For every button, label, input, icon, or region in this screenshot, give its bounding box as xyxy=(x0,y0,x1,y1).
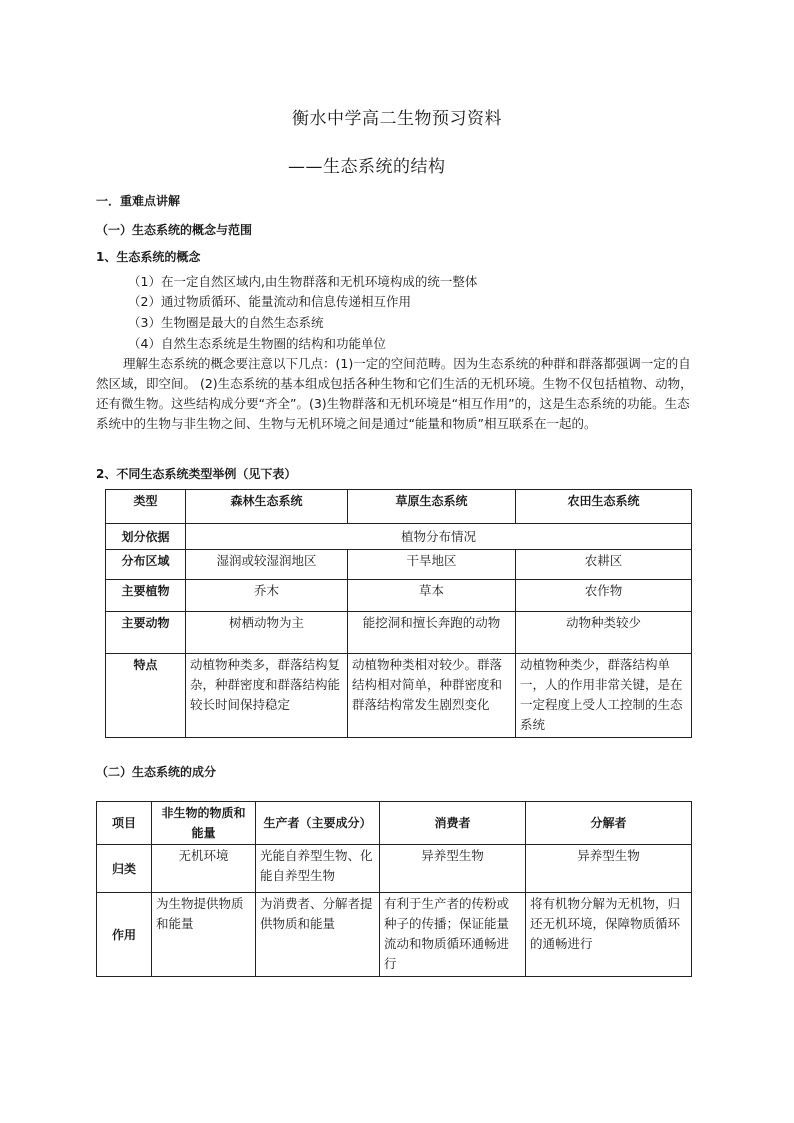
table-cell: 树栖动物为主 xyxy=(186,612,348,654)
table-cell: 异养型生物 xyxy=(380,845,526,893)
subsection-heading-2: （二）生态系统的成分 xyxy=(96,765,217,779)
table-header: 消费者 xyxy=(380,802,526,845)
table-cell: 动物种类较少 xyxy=(516,612,692,654)
table-cell: 光能自养型生物、化能自养型生物 xyxy=(256,845,380,893)
table-header: 森林生态系统 xyxy=(186,490,348,524)
table-cell: 动植物种类多，群落结构复杂，种群密度和群落结构能较长时间保持稳定 xyxy=(186,654,348,738)
table-cell: 乔木 xyxy=(186,580,348,612)
table-header: 非生物的物质和能量 xyxy=(152,802,256,845)
row-label: 划分依据 xyxy=(106,524,186,550)
table-header: 农田生态系统 xyxy=(516,490,692,524)
table-cell: 湿润或较湿润地区 xyxy=(186,550,348,580)
explanation-paragraph: 理解生态系统的概念要注意以下几点：(1)一定的空间范畴。因为生态系统的种群和群落都强调一定的自然区域，即空间。 (2)生态系统的基本组成包括各种生物和它们生活的无机环境。生物不仅包括植物、动物，还有微生物。这些结构成分要“齐全”。(3)生物群落和无机环境是“相互作用”的，这是生态系统的功能。生态系统中的生物与非生物之间、生物与无机环境之间是通过“能量和物质”相互联系在一起的。 xyxy=(96,356,693,431)
table-header: 项目 xyxy=(97,802,152,845)
table-cell: 为生物提供物质和能量 xyxy=(152,893,256,977)
list-item: （3）生物圈是最大的自然生态系统 xyxy=(128,315,324,330)
table-cell: 草本 xyxy=(348,580,516,612)
row-label: 主要植物 xyxy=(106,580,186,612)
table-cell: 能挖洞和擅长奔跑的动物 xyxy=(348,612,516,654)
table-cell: 干旱地区 xyxy=(348,550,516,580)
table-cell: 有利于生产者的传粉或种子的传播；保证能量流动和物质循环通畅进行 xyxy=(380,893,526,977)
subsection-heading-1: （一）生态系统的概念与范围 xyxy=(96,223,253,237)
row-label: 归类 xyxy=(97,845,152,893)
table-cell: 将有机物分解为无机物，归还无机环境，保障物质循环的通畅进行 xyxy=(526,893,692,977)
row-label: 分布区域 xyxy=(106,550,186,580)
row-label: 主要动物 xyxy=(106,612,186,654)
row-label: 特点 xyxy=(106,654,186,738)
table-header: 类型 xyxy=(106,490,186,524)
table-cell: 动植物种类相对较少。群落结构相对简单，种群密度和群落结构常发生剧烈变化 xyxy=(348,654,516,738)
table-cell: 农耕区 xyxy=(516,550,692,580)
row-label: 作用 xyxy=(97,893,152,977)
table-header: 生产者（主要成分） xyxy=(256,802,380,845)
section-heading: 一．重难点讲解 xyxy=(96,194,181,208)
page-title: 衡水中学高二生物预习资料 xyxy=(292,109,502,129)
table-header: 分解者 xyxy=(526,802,692,845)
table-cell: 植物分布情况 xyxy=(186,524,692,550)
list-item: （1）在一定自然区域内,由生物群落和无机环境构成的统一整体 xyxy=(128,274,478,289)
list-item: （2）通过物质循环、能量流动和信息传递相互作用 xyxy=(128,294,411,309)
point-heading-2: 2、不同生态系统类型举例（见下表） xyxy=(96,467,297,481)
table-header: 草原生态系统 xyxy=(348,490,516,524)
page-subtitle: ——生态系统的结构 xyxy=(288,157,446,177)
ecosystem-components-table xyxy=(96,801,692,977)
table-cell: 异养型生物 xyxy=(526,845,692,893)
table-cell: 农作物 xyxy=(516,580,692,612)
table-cell: 无机环境 xyxy=(152,845,256,893)
table-cell: 为消费者、分解者提供物质和能量 xyxy=(256,893,380,977)
table-cell: 动植物种类少，群落结构单一，人的作用非常关键，是在一定程度上受人工控制的生态系统 xyxy=(516,654,692,738)
point-heading-1: 1、生态系统的概念 xyxy=(96,250,201,264)
ecosystem-types-table xyxy=(105,489,692,738)
list-item: （4）自然生态系统是生物圈的结构和功能单位 xyxy=(128,336,386,351)
